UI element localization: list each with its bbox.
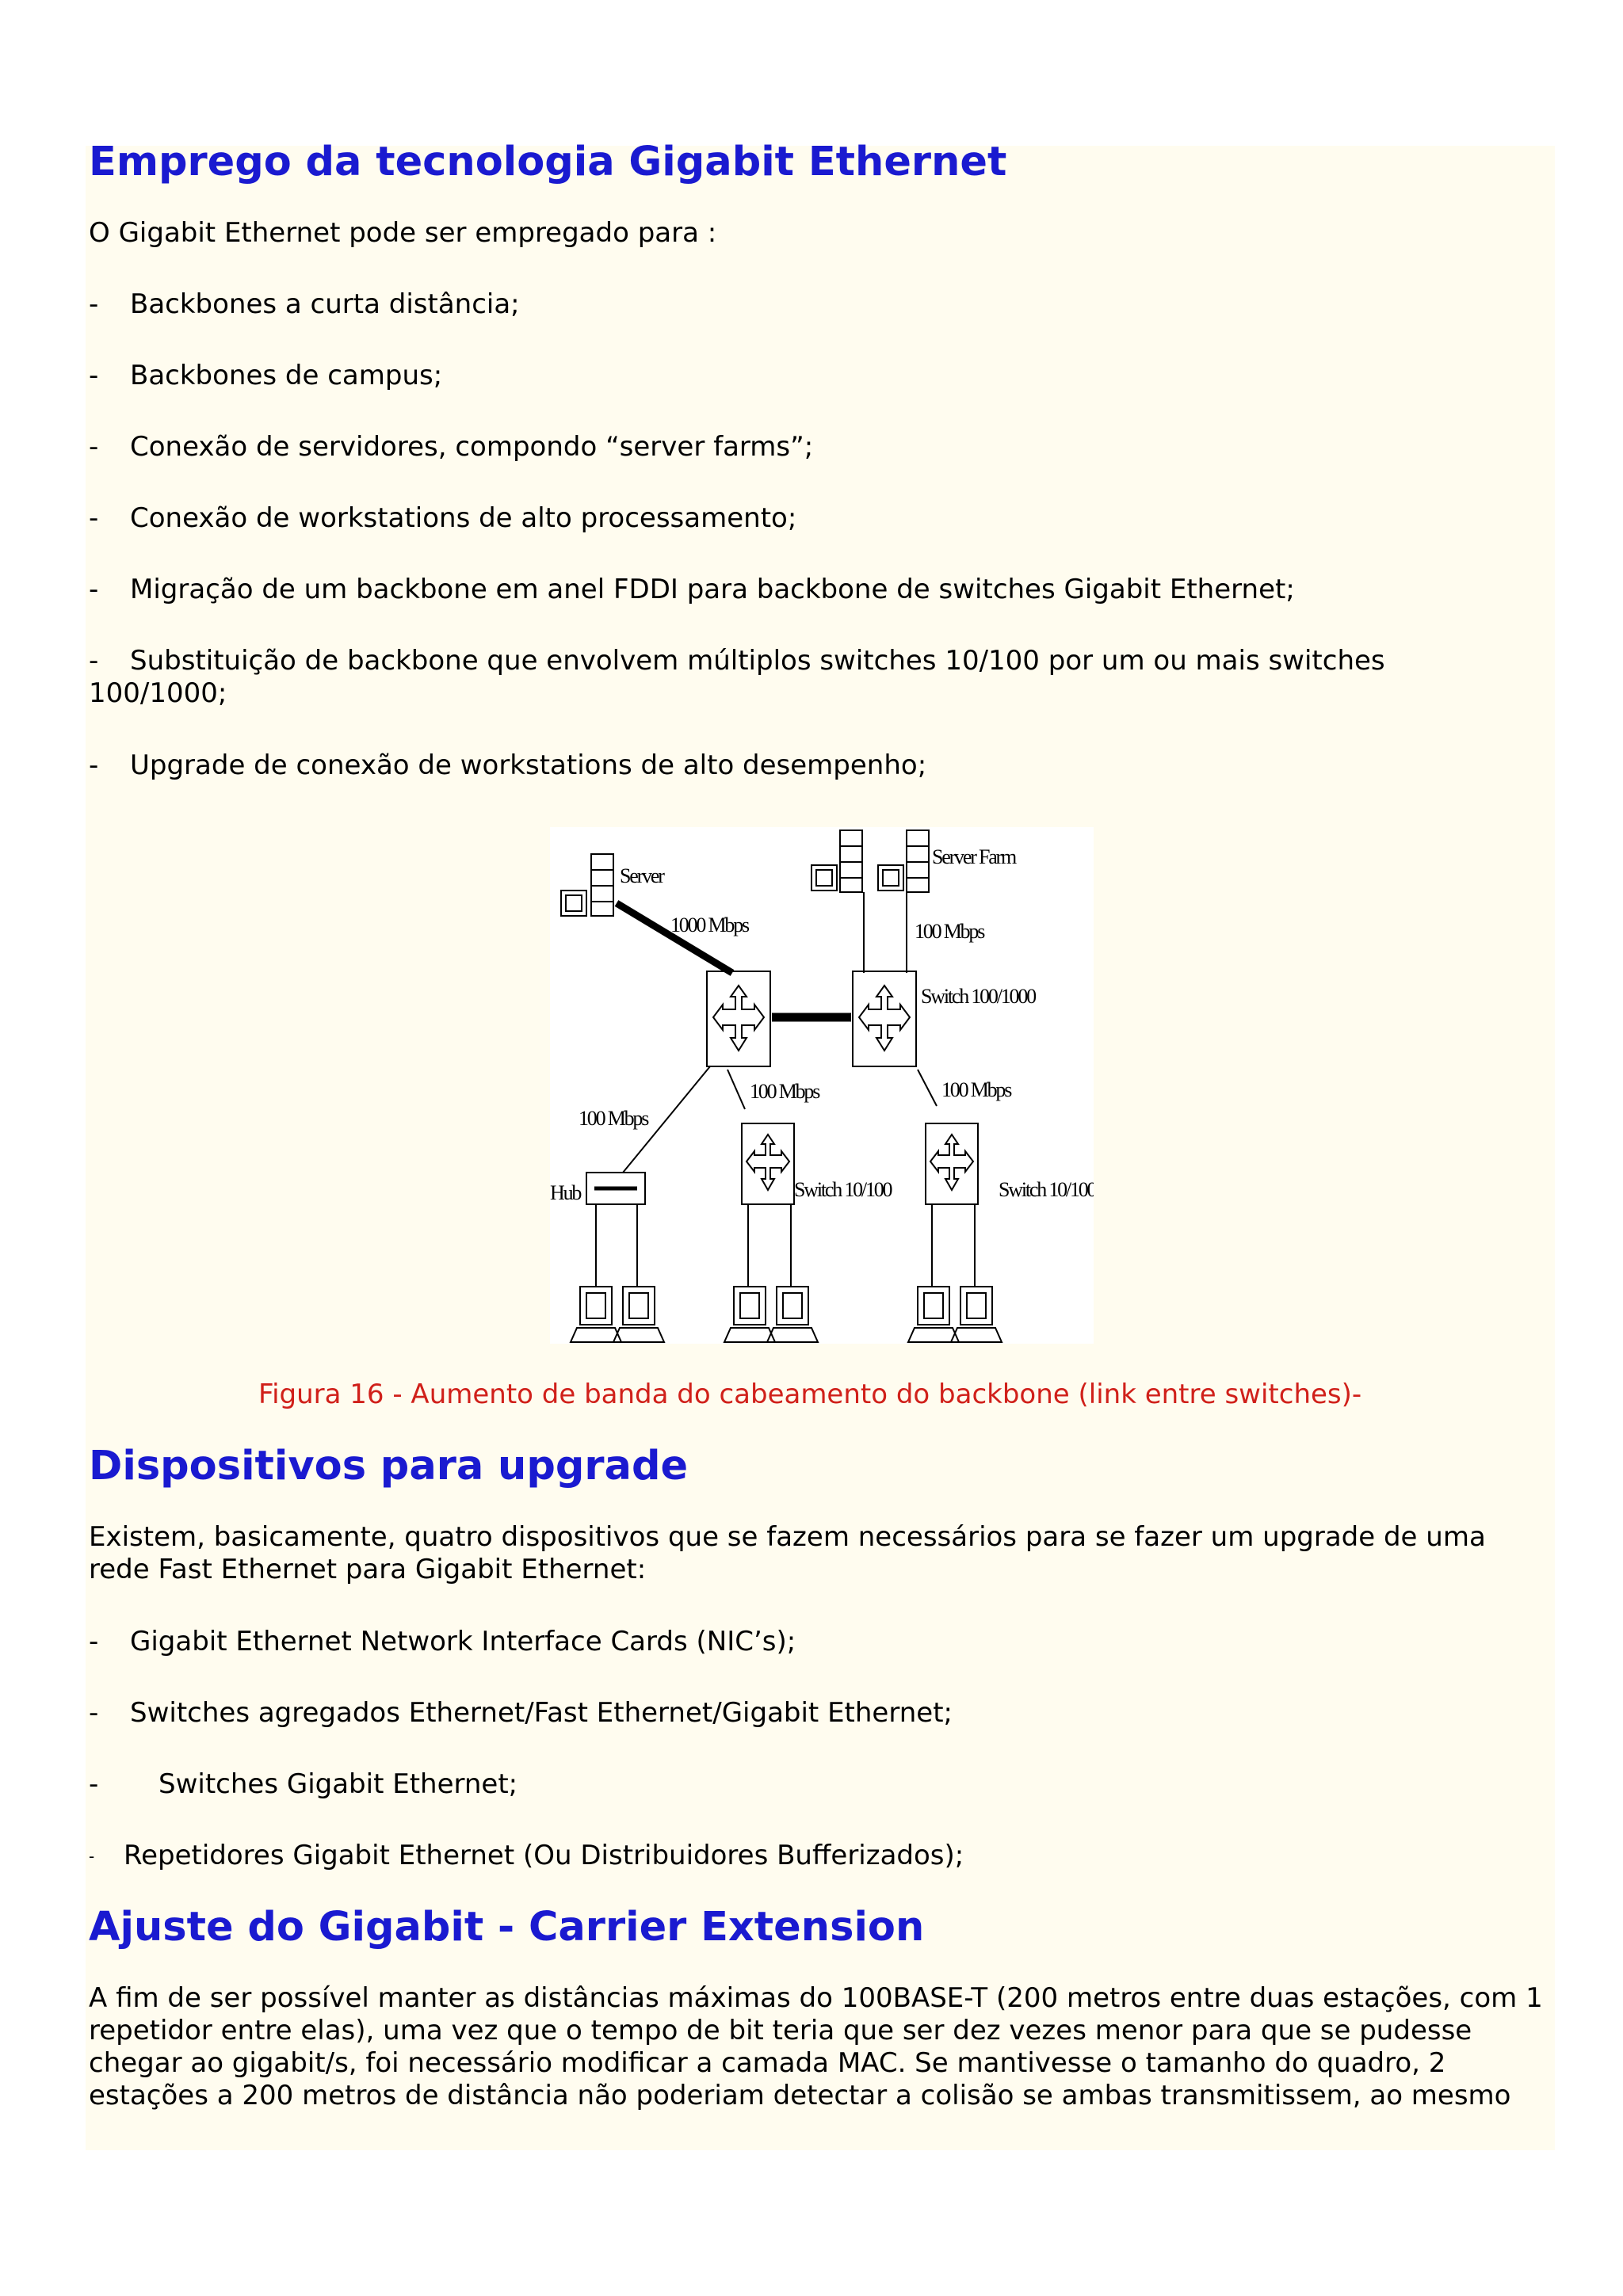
list-item: - Backbones a curta distância;	[89, 288, 520, 320]
list-item: - Conexão de workstations de alto processamento;	[89, 502, 797, 534]
switch-10-100-a-icon	[742, 1123, 794, 1287]
label-switch-10-100-a: Switch 10/100	[794, 1178, 892, 1201]
paragraph-carrier-extension: A fim de ser possível manter as distâncias máximas do 100BASE-T (200 metros entre duas estações, com 1 repetidor entre elas), uma vez que o tempo de bit teria que ser dez vezes menor para que se pudesse chegar ao gigabit/s, foi necessário modificar a camada MAC. Se mantivesse o tamanho do quadro, 2 estações a 200 metros de distância não poderiam detectar a colisão se ambas transmitissem, ao mesmo	[89, 1982, 1543, 2111]
switch-100-1000-icon	[853, 971, 916, 1066]
label-100mbps-hub: 100 Mbps	[579, 1107, 648, 1130]
label-100mbps-mid: 100 Mbps	[750, 1080, 819, 1103]
workstation-icon	[571, 1287, 1002, 1342]
list-item: - Migração de um backbone em anel FDDI para backbone de switches Gigabit Ethernet;	[89, 574, 1295, 605]
list-item: - Repetidores Gigabit Ethernet (Ou Distribuidores Bufferizados);	[89, 1840, 964, 1871]
server-icon	[561, 854, 613, 916]
list-item: - Switches Gigabit Ethernet;	[89, 1768, 518, 1800]
label-server: Server	[620, 864, 663, 887]
list-item: - Upgrade de conexão de workstations de alto desempenho;	[89, 749, 927, 781]
intro-dispositivos: Existem, basicamente, quatro dispositivos que se fazem necessários para se fazer um upgrade de uma rede Fast Ethernet para Gigabit Ethernet:	[89, 1521, 1486, 1585]
list-item: - Switches agregados Ethernet/Fast Ethernet/Gigabit Ethernet;	[89, 1697, 953, 1729]
list-item: - Backbones de campus;	[89, 360, 443, 391]
switch-left-icon	[707, 971, 770, 1066]
label-100mbps-top: 100 Mbps	[915, 920, 984, 943]
label-server-farm: Server Farm	[932, 845, 1016, 868]
list-item: - Conexão de servidores, compondo “server farms”;	[89, 431, 814, 463]
server-farm-icon	[812, 830, 929, 892]
heading-emprego: Emprego da tecnologia Gigabit Ethernet	[89, 139, 1007, 185]
heading-carrier-extension: Ajuste do Gigabit - Carrier Extension	[89, 1904, 925, 1951]
label-switch-100-1000: Switch 100/1000	[921, 985, 1035, 1008]
label-100mbps-right: 100 Mbps	[941, 1078, 1011, 1101]
list-item: - Substituição de backbone que envolvem múltiplos switches 10/100 por um ou mais switches 100/1000;	[89, 645, 1385, 709]
hub-icon	[586, 1173, 645, 1287]
label-hub: Hub	[550, 1181, 581, 1204]
figure-caption: Figura 16 - Aumento de banda do cabeamento do backbone (link entre switches)-	[258, 1379, 1362, 1410]
label-1000mbps: 1000 Mbps	[670, 913, 748, 936]
switch-10-100-b-icon	[926, 1123, 978, 1287]
network-diagram	[550, 827, 1094, 1344]
list-item: - Gigabit Ethernet Network Interface Cards (NIC’s);	[89, 1626, 796, 1657]
label-switch-10-100-b: Switch 10/100	[999, 1178, 1094, 1201]
intro-emprego: O Gigabit Ethernet pode ser empregado para :	[89, 217, 717, 249]
heading-dispositivos: Dispositivos para upgrade	[89, 1443, 689, 1489]
